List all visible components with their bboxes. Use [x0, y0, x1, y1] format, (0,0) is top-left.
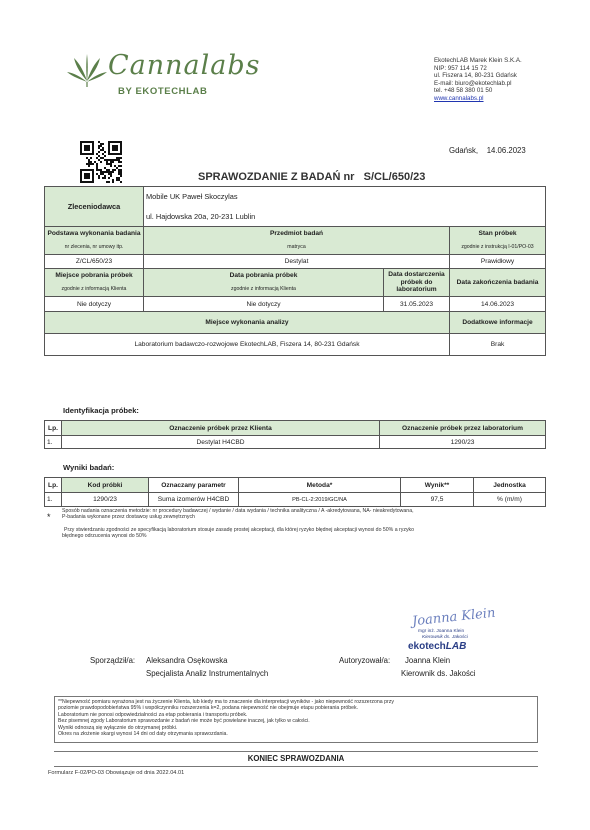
res-unit: % (m/m)	[474, 493, 546, 507]
sample-state-header: Stan próbek	[450, 227, 546, 241]
id-client: Destylat H4CBD	[62, 436, 380, 449]
res-unit-header: Jednostka	[474, 478, 546, 493]
table-row	[45, 493, 546, 507]
id-lab-header: Oznaczenie próbek przez laboratorium	[380, 421, 546, 436]
stamp-role: Kierownik ds. Jakości	[422, 635, 468, 640]
additional-info-header: Dodatkowe informacje	[450, 312, 546, 334]
company-phone: tel. +48 58 380 01 50	[434, 87, 493, 95]
identification-table	[44, 420, 546, 449]
end-of-report-divider-bottom	[54, 766, 538, 767]
client-address: ul. Hajdowska 20a, 20-231 Lublin	[144, 207, 546, 227]
basis-header: Podstawa wykonania badania	[45, 227, 144, 241]
company-website-link[interactable]: www.cannalabs.pl	[434, 94, 484, 102]
end-date-value: 14.06.2023	[450, 297, 546, 312]
res-result: 97,5	[401, 493, 474, 507]
end-of-report: KONIEC SPRAWOZDANIA	[247, 754, 345, 763]
footnote-line-3: Laboratorium nie ponosi odpowiedzialności za etap pobierania i transportu próbek.	[58, 711, 248, 718]
method-note-star: *	[47, 512, 51, 522]
handwritten-signature: Joanna Klein	[411, 605, 497, 630]
res-lp-header: Lp.	[45, 478, 62, 493]
res-method: PB-CL-2:2019/GC/NA	[239, 493, 401, 507]
company-address: ul. Fiszera 14, 80-231 Gdańsk	[434, 72, 517, 80]
footnote-line-1: **Niepewność pomiaru wyrażona jest na życzenie Klienta, lub kiedy ma to znaczenie dla interpretacji wyników - jako niepewność rozszerzona przy	[58, 699, 394, 705]
stamp-logo	[408, 641, 466, 652]
sampling-date-header: Data pobrania próbek	[144, 269, 384, 283]
sample-state-value: Prawidłowy	[450, 255, 546, 269]
prepared-by-role: Specjalista Analiz Instrumentalnych	[146, 669, 269, 678]
cannabis-leaf-icon	[66, 52, 108, 88]
res-param: Suma izomerów H4CBD	[149, 493, 239, 507]
id-client-header: Oznaczenie próbek przez Klienta	[62, 421, 380, 436]
end-date-header: Data zakończenia badania	[450, 269, 546, 297]
brand-name: Cannalabs	[108, 50, 261, 81]
authorized-by-name: Joanna Klein	[405, 656, 451, 665]
acceptance-note-line-1: Przy stwierdzaniu zgodności ze specyfikacją laboratorium stosuje zasadę prostej akceptacji, dla której ryzyko błędnej akceptacji wynosi do 50% a ryzyko	[64, 527, 415, 533]
table-row	[45, 436, 546, 449]
brand-logo	[66, 50, 261, 102]
acceptance-note	[62, 527, 542, 540]
footnote-line-5: Wyniki odnoszą się wyłącznie do otrzymanej próbki.	[58, 724, 178, 731]
company-nip: NIP: 957 114 15 72	[434, 64, 487, 72]
prepared-by-label: Sporządził/a:	[90, 656, 136, 665]
results-table	[44, 477, 546, 507]
prepared-by	[146, 654, 268, 680]
id-lp-header: Lp.	[45, 421, 62, 436]
prepared-by-name: Aleksandra Osękowska	[146, 656, 228, 665]
footnote-line-2: poziomie prawdopodobieństwa 95% i współczynniku rozszerzenia k=2, podana niepewność nie obejmuje etapu pobierania próbek.	[58, 705, 359, 712]
footnote-line-4: Bez pisemnej zgody Laboratorium sprawozdanie z badań nie może być powielane inaczej, jak tylko w całości.	[58, 718, 310, 725]
authorized-by	[401, 654, 476, 680]
place-date: Gdańsk, 14.06.2023	[449, 146, 526, 155]
stamp-logo-a: ekotech	[408, 641, 446, 652]
order-number: Z/CL/650/23	[45, 255, 144, 269]
res-method-header: Metoda*	[239, 478, 401, 493]
subject-header: Przedmiot badań	[144, 227, 450, 241]
company-name: EkotechLAB Marek Klein S.K.A.	[434, 57, 522, 64]
subject-value: Destylat	[144, 255, 450, 269]
res-code: 1290/23	[62, 493, 149, 507]
method-note-line-2: P-badania wykonane przez dostawcę usług zewnętrznych	[62, 514, 195, 521]
res-lp: 1.	[45, 493, 62, 507]
company-info	[434, 57, 584, 103]
footnote-line-6: Okres na złożenie skargi wynosi 14 dni od daty otrzymania sprawozdania.	[58, 731, 228, 738]
results-title: Wyniki badań:	[63, 463, 115, 472]
authorized-by-role: Kierownik ds. Jakości	[401, 669, 476, 678]
id-lp: 1.	[45, 436, 62, 449]
additional-info-value: Brak	[450, 334, 546, 356]
sampling-place-subheader: zgodnie z informacją Klienta	[45, 283, 144, 297]
sampling-date-value: Nie dotyczy	[144, 297, 384, 312]
method-note	[62, 508, 542, 521]
basis-subheader: nr zlecenia, nr umowy itp.	[45, 241, 144, 255]
report-title: SPRAWOZDANIE Z BADAŃ nr S/CL/650/23	[198, 171, 426, 183]
method-note-line-1: Sposób nadania oznaczenia metodzie: nr procedury badawczej / wydanie / data wydania / technika analityczna / A -akredytowana, NA- nieakredytowana,	[62, 508, 414, 514]
sampling-place-value: Nie dotyczy	[45, 297, 144, 312]
signature-stamp	[398, 605, 508, 660]
authorized-by-label: Autoryzował/a:	[339, 656, 391, 665]
client-name: Mobile UK Paweł Skoczylas	[144, 187, 546, 207]
sample-state-subheader: zgodnie z instrukcją I-01/PO-03	[450, 241, 546, 255]
analysis-place-header: Miejsce wykonania analizy	[45, 312, 450, 334]
subject-subheader: matryca	[144, 241, 450, 255]
footnotes-box	[54, 696, 538, 743]
report-info-table	[44, 186, 546, 356]
sampling-place-header: Miejsce pobrania próbek	[45, 269, 144, 283]
stamp-name: mgr inż. Joanna Klein	[418, 629, 465, 634]
identification-title: Identyfikacja próbek:	[63, 406, 139, 415]
res-param-header: Oznaczany parametr	[149, 478, 239, 493]
delivery-date-value: 31.05.2023	[384, 297, 450, 312]
brand-subtitle: BY EKOTECHLAB	[118, 86, 208, 97]
res-code-header: Kod próbki	[62, 478, 149, 493]
qr-code	[80, 141, 122, 183]
client-label: Zleceniodawca	[45, 187, 144, 227]
id-lab: 1290/23	[380, 436, 546, 449]
res-result-header: Wynik**	[401, 478, 474, 493]
acceptance-note-line-2: błędnego odrzucenia wynosi do 50%	[62, 533, 147, 540]
delivery-date-header: Data dostarczenia próbek do laboratorium	[384, 269, 450, 297]
sampling-date-subheader: zgodnie z informacją Klienta	[144, 283, 384, 297]
stamp-logo-b: LAB	[445, 641, 467, 652]
end-of-report-divider	[54, 751, 538, 752]
analysis-place-value: Laboratorium badawczo-rozwojowe EkotechLAB, Fiszera 14, 80-231 Gdańsk	[45, 334, 450, 356]
form-info: Formularz F-02/PO-03 Obowiązuje od dnia 2022.04.01	[48, 770, 185, 776]
company-email: E-mail: biuro@ekotechlab.pl	[434, 79, 512, 87]
